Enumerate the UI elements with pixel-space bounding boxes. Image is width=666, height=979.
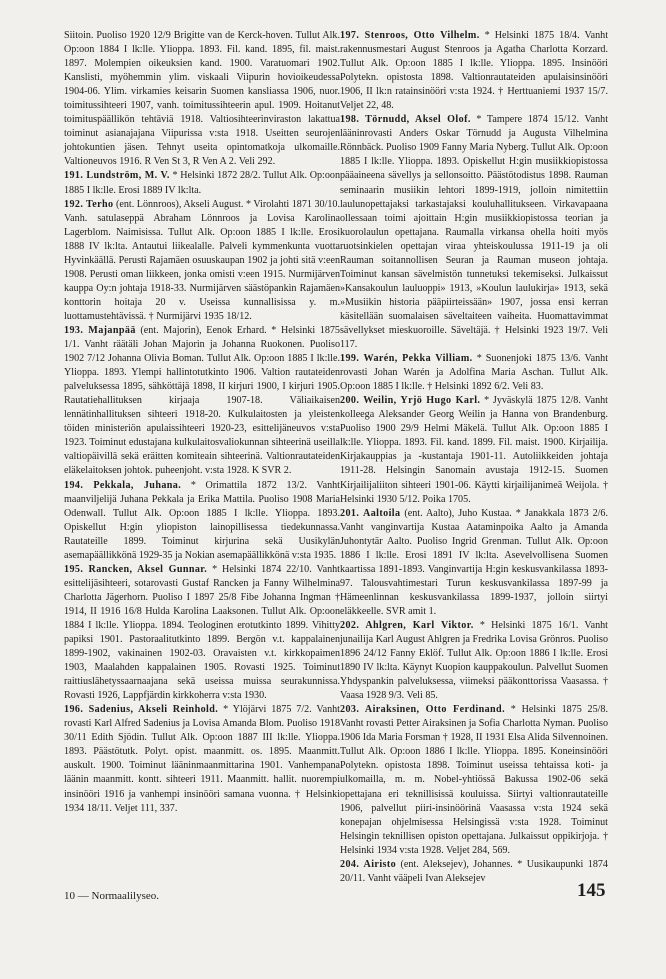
entry-202: 202. Ahlgren, Karl Viktor. * Helsinki 1875 16/1. Vanht junailija Karl August Ahlgren ja Fredrika Lovisa Grönros. Puoliso 1896 24/12 Fanny Eklöf. Tullut Alk. Op:oon 1886 I lk:lle. Erosi 1890 IV lk:lta. Käynyt Kuopion kauppakoulun. Palvellut Suomen Yhdyspankin palveluksessa, viimeksi pääkonttorissa Vaasassa. † Vaasa 1928 9/3. Veli 85. <box>340 619 608 702</box>
entry-heading: 195. Rancken, Aksel Gunnar. <box>64 563 208 575</box>
entry-heading: 194. Pekkala, Juhana. <box>64 479 182 491</box>
entry-heading: 202. Ahlgren, Karl Viktor. <box>340 619 474 631</box>
entry-heading: 193. Majanpää <box>64 324 136 336</box>
entry-193: 193. Majanpää (ent. Majorin), Eenok Erhard. * Helsinki 1875 1/1. Vanht räätäli Johan Majorin ja Johanna Ruokonen. Puoliso 1902 7/12 Johanna Olivia Boman. Tullut Alk. Op:oon 1885 I lk:lle. Ylioppa. 1893. Ylempi hallintotutkinto 1906. Valtion rautateiden palveluksessa 1895, sähköttäjä 1898, II kirjuri 1900, I kirjuri 1905. Rautatiehallituksen kirjaaja 1907-18. Väliaikaisen lennätinhallituksen sihteeri 1918-20. Kulkulaitosten ja yleisten töiden ministeriön apulaissihteeri 1920-23, esittelijäneuvos v:sta 1923. Toiminut edustajana kulkulaitosvaliokunnan sihteerinä useilla valtiopäivillä sekä eräitten komiteain sihteerinä. Valtionrautateiden eläkelaitoksen johtok. puheenjoht. v:sta 1928. K SVR 2. <box>64 324 340 477</box>
entry-191: 191. Lundström, M. V. * Helsinki 1872 28/2. Tullut Alk. Op:oon 1885 I lk:lle. Erosi 1889 IV lk:lta. <box>64 170 340 196</box>
entry-heading: 191. Lundström, M. V. <box>64 170 170 182</box>
page-number: 145 <box>577 880 606 901</box>
entry-197: 197. Stenroos, Otto Vilhelm. * Helsinki 1875 18/4. Vanht rakennusmestari August Stenroos ja Agatha Charlotta Korzard. Tullut Alk. Op:oon 1885 I lk:lle. Ylioppa. 1895. Insinööri Polytekn. opistosta 1898. Valtionrautateiden apulaisinsinööri 1906, II lk:n ratainsinööri v:sta 1924. † Herttuaniemi 1937 15/7. Veljet 22, 48. <box>340 30 608 112</box>
entry-heading: 199. Warén, Pekka Villiam. <box>340 353 473 365</box>
entry-204: 204. Airisto (ent. Aleksejev), Johannes. * Uusikaupunki 1874 20/11. Vanht vääpeli Ivan Aleksejev <box>340 858 608 884</box>
entry-201: 201. Aaltoila (ent. Aalto), Juho Kustaa. * Janakkala 1873 2/6. Vanht vanginvartija Kustaa Aataminpoika Aalto ja Amanda Juhontytär Aalto. Puoliso Ingrid Grenman. Tullut Alk. Op:oon 1886 I lk:lle. Erosi 1891 IV lk:lta. Asevelvollisena Suomen kaartissa 1891-1893. Vanginvartija H:gin keskusvankilassa 1893-97. Talousvahtimestari Turun keskusvankilassa 1897-99 ja Hämeenlinnan keskusvankilassa 1899-1937, jolloin siirtyi eläkkeelle. SVR amit 1. <box>340 507 608 617</box>
entry-heading: 203. Airaksinen, Otto Ferdinand. <box>340 704 505 716</box>
entry-heading: 200. Weilin, Yrjö Hugo Karl. <box>340 395 481 407</box>
footer-signature: 10 — Normaalilyseo. <box>64 890 160 902</box>
entry-199: 199. Warén, Pekka Villiam. * Suonenjoki 1875 13/6. Vanht rovasti Johan Warén ja Adolfina Maria Aschan. Tullut Alk. Op:oon 1885 I lk:lle. † Helsinki 1892 6/2. Veli 83. <box>340 353 608 393</box>
entry-heading: 197. Stenroos, Otto Vilhelm. <box>340 30 480 41</box>
entry-heading: 204. Airisto <box>340 858 397 870</box>
entry-194: 194. Pekkala, Juhana. * Orimattila 1872 13/2. Vanht maanviljelijä Juhana Pekkala ja Erika Mattila. Puoliso 1908 Maria Odenwall. Tullut Alk. Op:oon 1885 I lk:lle. Ylioppa. 1893. Opiskellut H:gin yliopiston lainopillisessa tiedekunnassa. Rautateille 1899. Toiminut kirjurina sekä Uusikylän asemapäällikkönä 1929-35 ja Nokian asemapäällikkönä v:sta 1935. <box>64 479 340 561</box>
entry-heading: 201. Aaltoila <box>340 507 401 519</box>
entry-heading: 196. Sadenius, Akseli Reinhold. <box>64 704 219 716</box>
entry-200: 200. Weilin, Yrjö Hugo Karl. * Jyväskylä 1875 12/8. Vanht kolleega Aleksander Georg Weilin ja Hanna von Brandenburg. Puoliso 1900 29/9 Helmi Mäkelä. Tullut Alk. Op:oon 1885 I lk:lle. Ylioppa. 1893. Fil. kand. 1899. Fil. maist. 1900. Kirjailija. Kirjakauppias ja -kustantaja 1901-11. Autoliikkeiden johtaja 1911-28. Helsingin Sanomain avustaja 1912-15. Suomen Kirjailijaliiton sihteeri 1901-06. Käytti kirjailijanimeä Weijola. † Helsinki 1930 5/12. Poika 1705. <box>340 395 608 505</box>
entry-190-continued: Siitoin. Puoliso 1920 12/9 Brigitte van de Kerck-hoven. Tullut Alk. Op:oon 1884 I lk:lle. Ylioppa. 1893. Fil. kand. 1895, fil. maist. 1897. Molempien oikeuksien kand. 1900. Varatuomari 1902. Kanslisti, myöhemmin ylim. viskaali Viipurin hovioikeudessa 1904-06. Ylim. virkamies keisarin Suomen kansliassa 1906, nuor. toimitussihteeri 1907, vanh. toimitussihteerin apul. 1909. Hoitanut toimituspäällikön tehtäviä 1918. Valtiosihteerinviraston lakattua toiminut asianajajana Viipurissa v:sta 1918. Useitten seurojen johtokuntien jäsen. Tehnyt useita opintomatkoja ulkomaille. Valtioneuvos 1916. R Ven St 3, R Ven A 2. Veli 292. <box>64 30 340 168</box>
entry-198: 198. Törnudd, Aksel Olof. * Tampere 1874 15/12. Vanht lääninrovasti Anders Oskar Törnudd ja Augusta Vilhelmina Rönnbäck. Puoliso 1909 Fanny Maria Nyberg. Tullut Alk. Op:oon 1885 I lk:lle. Ylioppa. 1893. Opiskellut H:gin musiikkiopistossa pääaineena sävellys ja sellonsoitto. Päästötodistus 1898. Rauman seminaarin musiikin lehtori 1899-1919, jolloin nimitettiin laulunopettajaksi tarkastajaksi kouluhallitukseen. Virkavapaana ollessaan toimi ajoittain H:gin musiikkiopistossa teorian ja kuorolaulun opettajana. Raumalla virkansa ohella hoiti myös ruotsinkielen opettajan viraa yhteiskoulussa 1911-19 ja oli Rauman soitannollisen Seuran ja Rauman museon johtaja. Toiminut kansan sävelmistön tunnetuksi tekemiseksi. Julkaissut »Kansakoulun lauluoppi» 1913, »Koulun laulukirja» 1913, sekä »Musiikin historia pääpiirteissään» 1907, jossa ensi kerran käsitellään suomalaisen säveltaiteen vaiheita. Huomattavimmat sävellykset mieskuoroille. Säveltäjä. † Helsinki 1923 19/7. Veli 117. <box>340 114 609 351</box>
left-column <box>64 29 340 816</box>
entry-192: 192. Terho (ent. Lönnroos), Akseli August. * Virolahti 1871 30/10. Vanh. satulaseppä Abraham Lönnroos ja Lovisa Karolina Lagerblom. Naimisissa. Tullut Alk. Op:oon 1885 I lk:lle. Erosi 1888 IV lk:lta. Antautui liikealalle. Palveli kymmenkunta vuotta Hyvinkäällä. Perusti Rajamäen osuuskaupan 1902 ja johti sitä v:een 1908. Perusti oman liikkeen, jonka omisti v:een 1915. Nurmijärven kauppa Oy:n johtaja 1918-33. Nurmijärven säästöpankin Rajamäen konttorin hoitaja 20 v. Useissa kunnallisissa y. m. luottamustehtävissä. † Nurmijärvi 1935 18/12. <box>64 198 340 322</box>
entry-heading: 198. Törnudd, Aksel Olof. <box>340 114 471 126</box>
entry-203: 203. Airaksinen, Otto Ferdinand. * Helsinki 1875 25/8. Vanht rovasti Petter Airaksinen ja Sofia Charlotta Nyman. Puoliso 1906 Ida Maria Forsman † 1928, II 1931 Elsa Alida Silvennoinen. Tullut Alk. Op:oon 1886 I lk:lle. Ylioppa. 1895. Koneinsinööri Polytekn. opistosta 1898. Toiminut useissa tehtaissa koti- ja ulkomailla, m. m. Nobel-yhtiössä Bakussa 1902-06 sekä opettajana eri teknillisissä kouluissa. Siirtyi valtionrautateille 1906, palvellut piiri-insinöörinä Vaasassa v:sta 1924 sekä konepajan ohjelmisessa Helsingissä v:sta 1928. Toiminut Helsingin teknillisen opiston opettajana. Julkaissut oppikirjoja. † Helsinki 1934 v:sta 1928. Veljet 284, 569. <box>340 704 608 856</box>
entry-heading: 192. Terho <box>64 198 114 210</box>
entry-195: 195. Rancken, Aksel Gunnar. * Helsinki 1874 22/10. Vanht esittelijäsihteeri, sotarovasti Gustaf Rancken ja Fanny Wilhelmina Charlotta Jägerhorn. Puoliso I 1897 25/8 Fibe Johanna Ingman † 1914, II 1916 16/8 Hulda Karolina Laaksonen. Tullut Alk. Op:oon 1884 I lk:lle. Ylioppa. 1894. Teologinen erotutkinto 1899. Vihitty papiksi 1901. Pastoraalitutkinto 1899. Bergön v.t. kappalainen 1899-1902, vakinainen 1902-03. Oravaisten v.t. kirkkopaimen 1903, Maalahden kappalainen 1905. Rovasti 1925. Toiminut raittiuslähetyssaarnaajana sekä useissa muissa seurakunnissa. Rovasti 1926, Lappfjärdin kirkkoherra v:sta 1930. <box>64 563 340 702</box>
right-column <box>340 29 608 886</box>
entry-196: 196. Sadenius, Akseli Reinhold. * Ylöjärvi 1875 7/2. Vanht rovasti Karl Alfred Sadenius ja Lovisa Amanda Blom. Puoliso 1918 30/11 Edith Sjödin. Tullut Alk. Op:oon 1887 III lk:lle. Ylioppa. 1893. Päästötutk. Polyt. opist. maanmitt. os. 1895. Maanmitt. auskult. 1900. Toiminut lääninmaanmittarina 1901. Vanhempana läänin maanmitt. kontt. sihteeri 1911. Maanmitt. hallit. nuorempi insinööri 1916 ja vanhempi insinööri samana vuonna. † Helsinki 1934 18/11. Veljet 111, 337. <box>64 704 340 814</box>
